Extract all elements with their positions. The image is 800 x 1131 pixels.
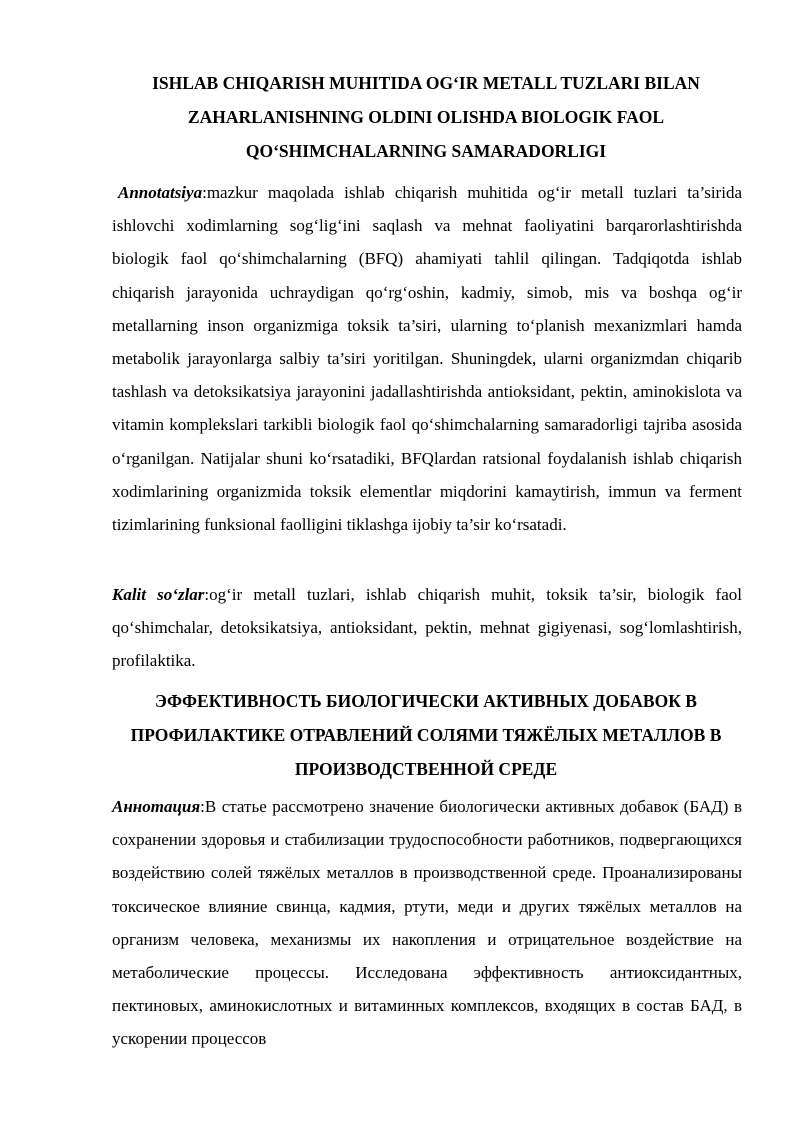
uzbek-keywords bbox=[112, 578, 742, 678]
russian-abstract-text: :В статье рассмотрено значение биологически активных добавок (БАД) в сохранении здоровья и стабилизации трудоспособности работников, подвергающихся воздействию солей тяжёлых металлов в производственной среде. Проанализированы токсическое влияние свинца, кадмия, ртути, меди и других тяжёлых металлов на организм человека, механизмы их накопления и отрицательное воздействие на метаболические процессы. Исследована эффективность антиоксидантных, пектиновых, аминокислотных и витаминных комплексов, входящих в состав БАД, в ускорении процессов bbox=[112, 797, 742, 1049]
russian-title: ЭФФЕКТИВНОСТЬ БИОЛОГИЧЕСКИ АКТИВНЫХ ДОБАВОК В ПРОФИЛАКТИКЕ ОТРАВЛЕНИЙ СОЛЯМИ ТЯЖЁЛЫХ МЕТАЛЛОВ В ПРОИЗВОДСТВЕННОЙ СРЕДЕ bbox=[130, 691, 722, 779]
russian-abstract-label: Аннотация bbox=[112, 797, 201, 816]
uzbek-keywords-text: :og‘ir metall tuzlari, ishlab chiqarish muhit, toksik ta’sir, biologik faol qo‘shimchalar, detoksikatsiya, antioksidant, pektin, mehnat gigiyenasi, sog‘lomlashtirish, profilaktika. bbox=[112, 585, 742, 671]
uzbek-abstract-label: Annotatsiya bbox=[118, 183, 203, 202]
uzbek-title: ISHLAB CHIQARISH MUHITIDA OG‘IR METALL TUZLARI BILAN ZAHARLANISHNING OLDINI OLISHDA BIOLOGIK FAOL QO‘SHIMCHALARNING SAMARADORLIGI bbox=[152, 73, 700, 161]
uzbek-keywords-label: Kalit so‘zlar bbox=[112, 585, 205, 604]
uzbek-abstract bbox=[112, 176, 742, 541]
russian-abstract bbox=[112, 790, 742, 1056]
uzbek-abstract-text: :mazkur maqolada ishlab chiqarish muhitida og‘ir metall tuzlari ta’sirida ishlovchi xodimlarning sog‘lig‘ini saqlash va mehnat faoliyatini barqarorlashtirishda biologik faol qo‘shimchalarning (BFQ) ahamiyati tahlil qilingan. Tadqiqotda ishlab chiqarish jarayonida uchraydigan qo‘rg‘oshin, kadmiy, simob, mis va boshqa og‘ir metallarning inson organizmiga toksik ta’siri, ularning to‘planish mexanizmlari hamda metabolik jarayonlarga salbiy ta’siri yoritilgan. Shuningdek, ularni organizmdan chiqarib tashlash va detoksikatsiya jarayonini jadallashtirishda antioksidant, pektin, aminokislota va vitamin komplekslari tarkibli biologik faol qo‘shimchalarning samaradorligi tajriba asosida o‘rganilgan. Natijalar shuni ko‘rsatadiki, BFQlardan ratsional foydalanish ishlab chiqarish xodimlarining organizmida toksik elementlar miqdorini kamaytirish, immun va ferment tizimlarining funksional faolligini tiklashga ijobiy ta’sir ko‘rsatadi. bbox=[112, 183, 742, 535]
